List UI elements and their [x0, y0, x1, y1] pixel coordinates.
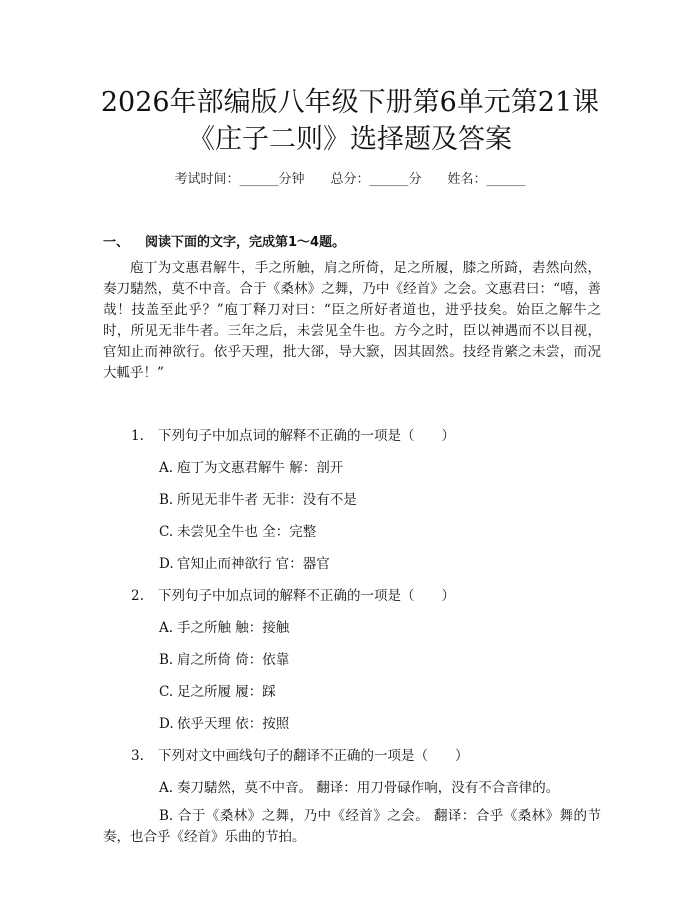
option-letter: D. — [159, 556, 174, 572]
question-number: 2. — [131, 588, 144, 604]
option-text: 未尝见全牛也 全：完整 — [177, 524, 317, 540]
option-letter: D. — [159, 716, 174, 732]
exam-score: 总分：______分 — [330, 172, 422, 187]
section-text: 阅读下面的文字，完成第1～4题。 — [145, 235, 346, 250]
question-stem: 下列句子中加点词的解释不正确的一项是（ ） — [158, 588, 455, 604]
question-number: 1. — [131, 428, 144, 444]
option-letter: C. — [159, 684, 174, 700]
exam-time: 考试时间：______分钟 — [174, 172, 305, 187]
option-text: 合于《桑林》之舞，乃中《经首》之会。 翻译：合乎《桑林》舞的节奏，也合乎《经首》乐曲的节拍。 — [103, 808, 601, 845]
option-letter: A. — [159, 620, 174, 636]
reading-passage: 庖丁为文惠君解牛，手之所触，肩之所倚，足之所履，膝之所踦，砉然向然，奏刀騞然，莫不中音。合于《桑林》之舞，乃中《经首》之会。文惠君曰：“嘻，善哉！技盖至此乎？”庖丁释刀对曰：“臣之所好者道也，进乎技矣。始臣之解牛之时，所见无非牛者。三年之后，未尝见全牛也。方今之时，臣以神遇而不以目视，官知止而神欲行。依乎天理，批大郤，导大窾，因其固然。技经肯綮之未尝，而况大軱乎！” — [103, 260, 601, 381]
option-text: 依乎天理 依：按照 — [177, 716, 290, 732]
option-text: 肩之所倚 倚：依靠 — [177, 652, 290, 668]
option-text: 庖丁为文惠君解牛 解：剖开 — [177, 460, 344, 476]
option-letter: B. — [159, 652, 174, 668]
document-title-line2: 《庄子二则》选择题及答案 — [188, 124, 512, 155]
question-stem: 下列句子中加点词的解释不正确的一项是（ ） — [158, 428, 455, 444]
option-letter: A. — [159, 460, 174, 476]
exam-info — [0, 168, 700, 187]
option-text: 手之所触 触：接触 — [177, 620, 290, 636]
question-stem: 下列对文中画线句子的翻译不正确的一项是（ ） — [158, 748, 469, 764]
q1-option-c — [159, 520, 316, 540]
q1-option-d — [159, 552, 330, 572]
section-heading — [103, 231, 345, 250]
option-letter: C. — [159, 524, 174, 540]
option-letter: A. — [159, 780, 174, 796]
q3-option-a — [159, 776, 559, 796]
option-text: 奏刀騞然，莫不中音。 翻译：用刀骨碌作响，没有不合音律的。 — [177, 780, 560, 796]
option-text: 足之所履 履：踩 — [177, 684, 276, 700]
q2-option-b — [159, 648, 289, 668]
q1-option-b — [159, 488, 357, 508]
q3-option-b — [103, 806, 601, 848]
question-1 — [131, 424, 455, 444]
document-title-line1: 2026年部编版八年级下册第6单元第21课 — [100, 87, 600, 118]
exam-name: 姓名：______ — [447, 172, 526, 187]
q2-option-a — [159, 616, 289, 636]
section-number: 一、 — [103, 235, 130, 250]
question-2 — [131, 584, 455, 604]
question-number: 3. — [131, 748, 144, 764]
q1-option-a — [159, 456, 343, 476]
question-3 — [131, 744, 469, 764]
q2-option-c — [159, 680, 276, 700]
option-letter: B. — [159, 808, 174, 824]
q2-option-d — [159, 712, 289, 732]
option-text: 官知止而神欲行 官：器官 — [177, 556, 330, 572]
option-text: 所见无非牛者 无非：没有不是 — [177, 492, 357, 508]
option-letter: B. — [159, 492, 174, 508]
